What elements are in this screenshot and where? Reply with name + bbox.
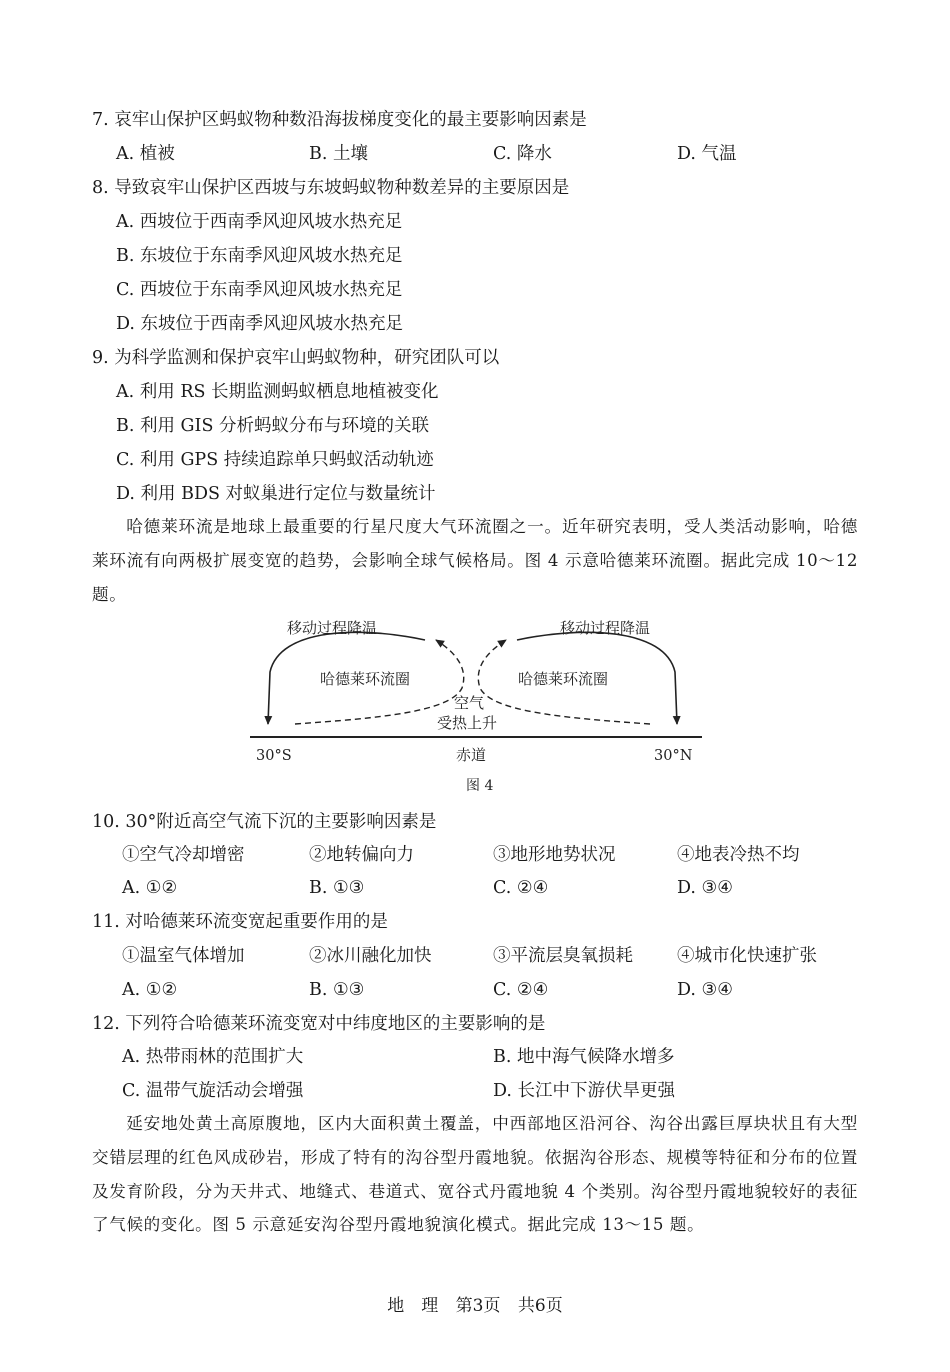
- footer-page: 第3页: [455, 1296, 501, 1316]
- q8-option-a: A. 西坡位于西南季风迎风坡水热充足: [116, 212, 403, 232]
- q10-options: [0, 876, 950, 900]
- q9-stem: 9. 为科学监测和保护哀牢山蚂蚁物种，研究团队可以: [92, 348, 500, 368]
- q10-item-4: ④地表冷热不均: [677, 845, 800, 865]
- q11-item-2: ②冰川融化加快: [309, 946, 432, 966]
- axis-label-30s: 30°S: [256, 748, 292, 764]
- footer-total: 共6页: [517, 1296, 563, 1316]
- q12-option-b: B. 地中海气候降水增多: [493, 1047, 675, 1067]
- q10-item-1: ①空气冷却增密: [122, 845, 245, 865]
- q12-stem: 12. 下列符合哈德莱环流变宽对中纬度地区的主要影响的是: [92, 1014, 546, 1034]
- q7-option-a: A. 植被: [116, 144, 175, 164]
- q8-option-d: D. 东坡位于西南季风迎风坡水热充足: [116, 314, 404, 334]
- q7-option-c: C. 降水: [493, 144, 552, 164]
- passage-hadley-text: 哈德莱环流是地球上最重要的行星尺度大气环流圈之一。近年研究表明，受人类活动影响，哈德莱环流有向两极扩展变宽的趋势，会影响全球气候格局。图 4 示意哈德莱环流圈。据此完成 10～12 题。: [92, 517, 858, 604]
- right-top-label: 移动过程降温: [560, 619, 651, 637]
- q11-options: [0, 978, 950, 1002]
- q10-option-a: A. ①②: [122, 878, 178, 898]
- figure-4-hadley-cell-diagram: [240, 612, 710, 802]
- center-label-heated-rise: 受热上升: [437, 714, 498, 732]
- q10-stem: 10. 30°附近高空气流下沉的主要影响因素是: [92, 812, 437, 832]
- passage-hadley: [92, 510, 858, 611]
- q10-option-b: B. ①③: [309, 878, 365, 898]
- center-label-air: 空气: [454, 694, 485, 712]
- q10-items: [0, 843, 950, 867]
- q12-options-row-2: [0, 1079, 950, 1103]
- axis-label-equator: 赤道: [456, 746, 487, 764]
- q10-option-c: C. ②④: [493, 878, 549, 898]
- q11-item-4: ④城市化快速扩张: [677, 946, 817, 966]
- q12-option-c: C. 温带气旋活动会增强: [122, 1081, 304, 1101]
- q12-options-row-1: [0, 1045, 950, 1069]
- q9-option-d: D. 利用 BDS 对蚁巢进行定位与数量统计: [116, 484, 436, 504]
- q8-stem: 8. 导致哀牢山保护区西坡与东坡蚂蚁物种数差异的主要原因是: [92, 178, 570, 198]
- right-cell-label: 哈德莱环流圈: [518, 670, 609, 688]
- q8-option-c: C. 西坡位于东南季风迎风坡水热充足: [116, 280, 403, 300]
- q11-stem: 11. 对哈德莱环流变宽起重要作用的是: [92, 912, 388, 932]
- q12-option-d: D. 长江中下游伏旱更强: [493, 1081, 676, 1101]
- q7-options: [0, 142, 950, 166]
- q10-item-3: ③地形地势状况: [493, 845, 616, 865]
- q11-option-a: A. ①②: [122, 980, 178, 1000]
- q11-item-1: ①温室气体增加: [122, 946, 245, 966]
- q9-option-b: B. 利用 GIS 分析蚂蚁分布与环境的关联: [116, 416, 429, 436]
- q11-items: [0, 944, 950, 968]
- q10-item-2: ②地转偏向力: [309, 845, 414, 865]
- q8-option-b: B. 东坡位于东南季风迎风坡水热充足: [116, 246, 403, 266]
- q11-option-c: C. ②④: [493, 980, 549, 1000]
- q7-option-b: B. 土壤: [309, 144, 368, 164]
- q7-stem: 7. 哀牢山保护区蚂蚁物种数沿海拔梯度变化的最主要影响因素是: [92, 110, 587, 130]
- left-top-label: 移动过程降温: [287, 619, 378, 637]
- q12-option-a: A. 热带雨林的范围扩大: [122, 1047, 304, 1067]
- q11-option-d: D. ③④: [677, 980, 733, 1000]
- footer-subject: 地 理: [387, 1296, 439, 1316]
- passage-danxia: [92, 1107, 858, 1242]
- passage-danxia-text: 延安地处黄土高原腹地，区内大面积黄土覆盖，中西部地区沿河谷、沟谷出露巨厚块状且有大型交错层理的红色风成砂岩，形成了特有的沟谷型丹霞地貌。依据沟谷形态、规模等特征和分布的位置及发育阶段，分为天井式、地缝式、巷道式、宽谷式丹霞地貌 4 个类别。沟谷型丹霞地貌较好的表征了气候的变化。图 5 示意延安沟谷型丹霞地貌演化模式。据此完成 13～15 题。: [92, 1114, 858, 1235]
- q9-option-c: C. 利用 GPS 持续追踪单只蚂蚁活动轨迹: [116, 450, 434, 470]
- q10-option-d: D. ③④: [677, 878, 733, 898]
- q9-option-a: A. 利用 RS 长期监测蚂蚁栖息地植被变化: [116, 382, 439, 402]
- left-cell-label: 哈德莱环流圈: [320, 670, 411, 688]
- page-footer: [0, 1291, 950, 1316]
- q11-option-b: B. ①③: [309, 980, 365, 1000]
- axis-label-30n: 30°N: [654, 748, 693, 764]
- figure-4-caption: 图 4: [466, 778, 494, 794]
- q7-option-d: D. 气温: [677, 144, 737, 164]
- q11-item-3: ③平流层臭氧损耗: [493, 946, 633, 966]
